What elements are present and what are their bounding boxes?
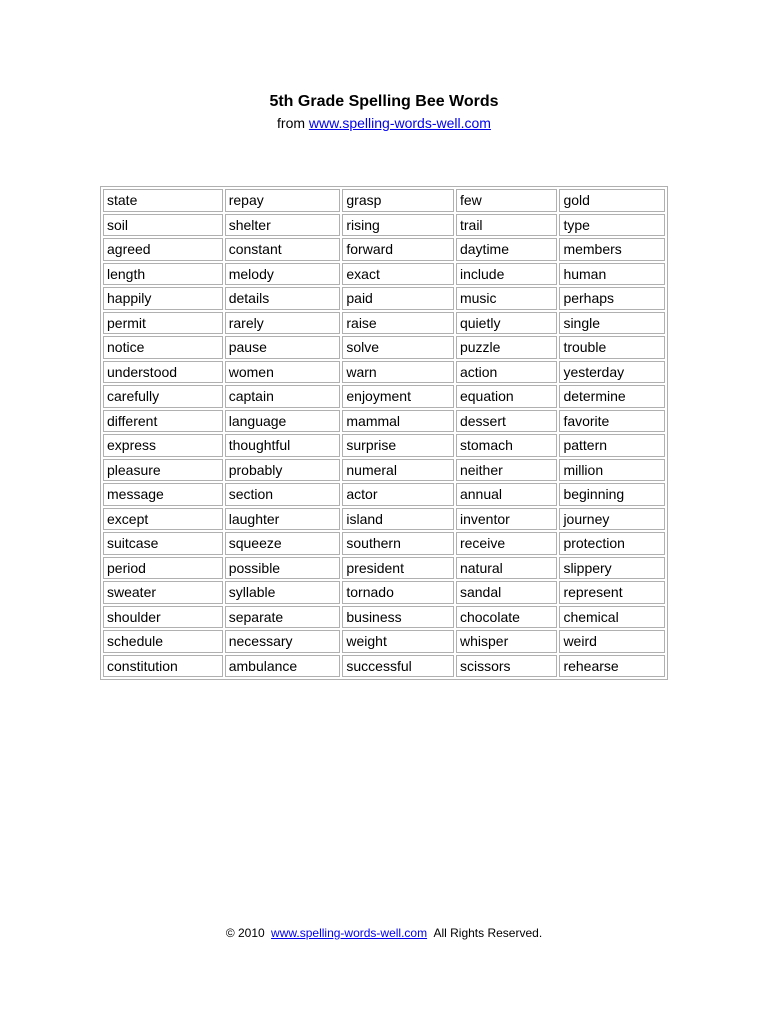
word-cell: beginning — [559, 483, 665, 506]
table-row — [103, 532, 665, 555]
word-cell: understood — [103, 361, 223, 384]
word-cell: action — [456, 361, 557, 384]
copyright-text: © 2010 — [225, 926, 265, 940]
word-cell: daytime — [456, 238, 557, 261]
word-cell: shelter — [225, 214, 341, 237]
source-line — [0, 115, 768, 131]
word-cell: repay — [225, 189, 341, 212]
word-cell: message — [103, 483, 223, 506]
word-cell: women — [225, 361, 341, 384]
word-cell: actor — [342, 483, 454, 506]
word-cell: warn — [342, 361, 454, 384]
table-row — [103, 655, 665, 678]
word-cell: express — [103, 434, 223, 457]
word-cell: inventor — [456, 508, 557, 531]
from-label: from — [277, 115, 306, 131]
word-cell: surprise — [342, 434, 454, 457]
word-cell: tornado — [342, 581, 454, 604]
word-cell: enjoyment — [342, 385, 454, 408]
word-cell: trouble — [559, 336, 665, 359]
word-cell: schedule — [103, 630, 223, 653]
word-cell: syllable — [225, 581, 341, 604]
word-cell: few — [456, 189, 557, 212]
table-row — [103, 336, 665, 359]
table-row — [103, 263, 665, 286]
rights-text: All Rights Reserved. — [433, 926, 543, 940]
table-row — [103, 189, 665, 212]
word-cell: annual — [456, 483, 557, 506]
word-cell: forward — [342, 238, 454, 261]
word-cell: natural — [456, 557, 557, 580]
word-cell: solve — [342, 336, 454, 359]
word-cell: necessary — [225, 630, 341, 653]
word-cell: separate — [225, 606, 341, 629]
word-cell: laughter — [225, 508, 341, 531]
word-cell: numeral — [342, 459, 454, 482]
word-cell: sweater — [103, 581, 223, 604]
word-cell: notice — [103, 336, 223, 359]
word-cell: weight — [342, 630, 454, 653]
word-cell: raise — [342, 312, 454, 335]
word-cell: represent — [559, 581, 665, 604]
word-cell: grasp — [342, 189, 454, 212]
word-cell: slippery — [559, 557, 665, 580]
word-cell: neither — [456, 459, 557, 482]
word-cell: sandal — [456, 581, 557, 604]
table-row — [103, 385, 665, 408]
word-cell: successful — [342, 655, 454, 678]
word-cell: chemical — [559, 606, 665, 629]
word-cell: period — [103, 557, 223, 580]
word-cell: million — [559, 459, 665, 482]
word-cell: yesterday — [559, 361, 665, 384]
spelling-words-table — [100, 186, 668, 680]
word-cell: pleasure — [103, 459, 223, 482]
word-cell: probably — [225, 459, 341, 482]
word-cell: type — [559, 214, 665, 237]
word-cell: exact — [342, 263, 454, 286]
word-cell: mammal — [342, 410, 454, 433]
word-cell: suitcase — [103, 532, 223, 555]
word-cell: pattern — [559, 434, 665, 457]
word-cell: chocolate — [456, 606, 557, 629]
word-cell: rarely — [225, 312, 341, 335]
word-cell: carefully — [103, 385, 223, 408]
table-row — [103, 410, 665, 433]
table-row — [103, 581, 665, 604]
word-cell: details — [225, 287, 341, 310]
word-cell: permit — [103, 312, 223, 335]
word-cell: squeeze — [225, 532, 341, 555]
table-row — [103, 361, 665, 384]
table-row — [103, 238, 665, 261]
table-row — [103, 434, 665, 457]
word-cell: single — [559, 312, 665, 335]
word-cell: ambulance — [225, 655, 341, 678]
table-row — [103, 606, 665, 629]
footer — [0, 926, 768, 940]
word-cell: pause — [225, 336, 341, 359]
word-cell: agreed — [103, 238, 223, 261]
source-link[interactable]: www.spelling-words-well.com — [308, 115, 491, 131]
word-cell: soil — [103, 214, 223, 237]
table-row — [103, 557, 665, 580]
word-cell: happily — [103, 287, 223, 310]
word-cell: state — [103, 189, 223, 212]
word-cell: possible — [225, 557, 341, 580]
word-cell: scissors — [456, 655, 557, 678]
word-cell: shoulder — [103, 606, 223, 629]
word-cell: dessert — [456, 410, 557, 433]
word-cell: island — [342, 508, 454, 531]
word-cell: business — [342, 606, 454, 629]
table-row — [103, 483, 665, 506]
word-cell: music — [456, 287, 557, 310]
word-cell: length — [103, 263, 223, 286]
word-cell: receive — [456, 532, 557, 555]
word-cell: journey — [559, 508, 665, 531]
word-cell: captain — [225, 385, 341, 408]
word-cell: members — [559, 238, 665, 261]
word-cell: rising — [342, 214, 454, 237]
word-cell: southern — [342, 532, 454, 555]
word-cell: gold — [559, 189, 665, 212]
word-cell: rehearse — [559, 655, 665, 678]
word-cell: favorite — [559, 410, 665, 433]
word-cell: section — [225, 483, 341, 506]
word-cell: whisper — [456, 630, 557, 653]
word-cell: constant — [225, 238, 341, 261]
word-cell: stomach — [456, 434, 557, 457]
word-cell: paid — [342, 287, 454, 310]
word-cell: trail — [456, 214, 557, 237]
page-title: 5th Grade Spelling Bee Words — [269, 93, 499, 110]
word-cell: perhaps — [559, 287, 665, 310]
word-cell: protection — [559, 532, 665, 555]
table-row — [103, 214, 665, 237]
footer-link[interactable]: www.spelling-words-well.com — [271, 926, 428, 940]
word-cell: human — [559, 263, 665, 286]
word-cell: quietly — [456, 312, 557, 335]
word-cell: different — [103, 410, 223, 433]
word-cell: puzzle — [456, 336, 557, 359]
table-row — [103, 459, 665, 482]
word-cell: thoughtful — [225, 434, 341, 457]
table-row — [103, 630, 665, 653]
table-row — [103, 312, 665, 335]
word-cell: weird — [559, 630, 665, 653]
word-cell: constitution — [103, 655, 223, 678]
word-cell: president — [342, 557, 454, 580]
word-cell: except — [103, 508, 223, 531]
word-cell: equation — [456, 385, 557, 408]
word-cell: include — [456, 263, 557, 286]
table-row — [103, 287, 665, 310]
word-cell: melody — [225, 263, 341, 286]
word-cell: language — [225, 410, 341, 433]
table-row — [103, 508, 665, 531]
word-cell: determine — [559, 385, 665, 408]
